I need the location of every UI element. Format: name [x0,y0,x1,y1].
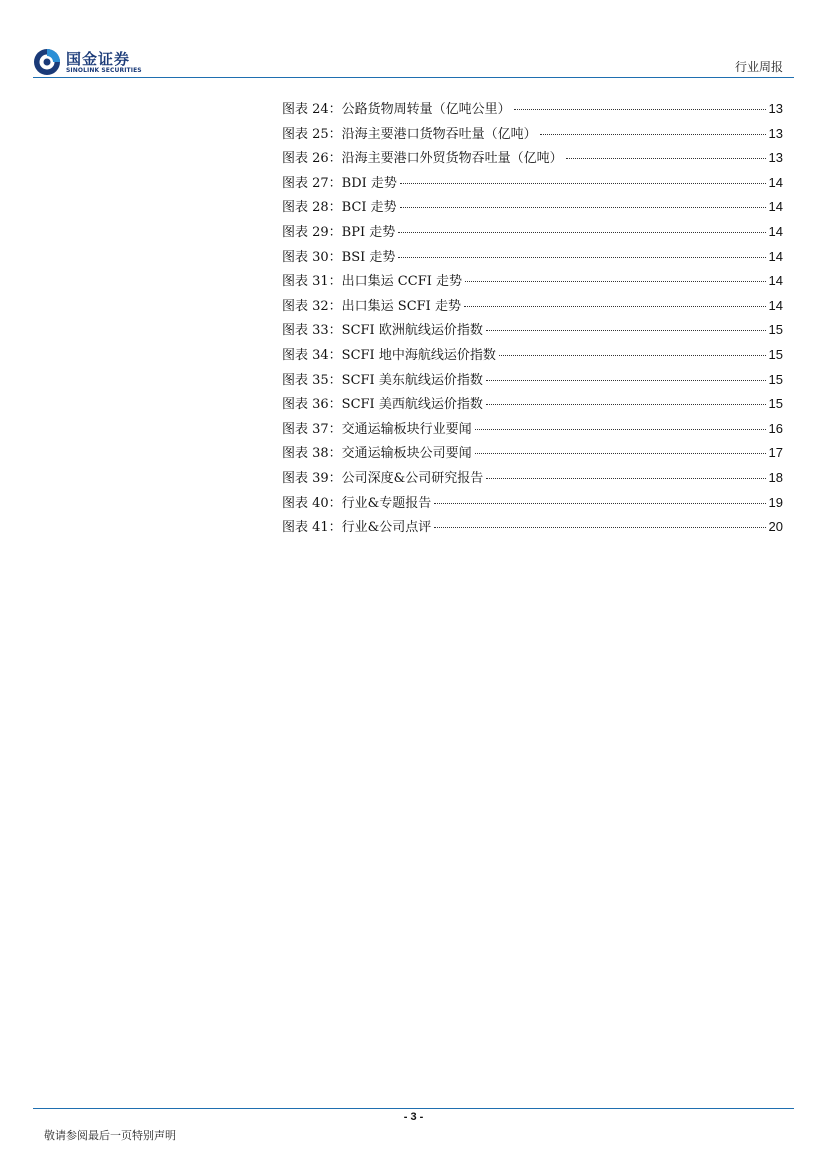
toc-entry[interactable] [282,246,783,271]
toc-entry-page: 16 [768,420,783,436]
toc-leader-dots [475,429,766,430]
toc-entry-page: 18 [768,469,783,485]
toc-entry-page: 13 [768,125,783,141]
toc-entry[interactable] [282,344,783,369]
toc-leader-dots [499,355,766,356]
toc-entry-page: 14 [768,248,783,264]
toc-leader-dots [400,207,766,208]
toc-entry[interactable] [282,369,783,394]
footer-divider [33,1108,794,1109]
toc-entry-label: 图表 27：BDI 走势 [282,175,397,191]
toc-entry-label: 图表 24：公路货物周转量（亿吨公里） [282,102,511,117]
toc-entry-page: 14 [768,199,783,215]
toc-entry-page: 20 [768,519,783,535]
toc-leader-dots [465,281,766,282]
toc-leader-dots [400,183,766,184]
toc-leader-dots [486,478,765,479]
toc-entry-label: 图表 30：BSI 走势 [282,249,396,265]
toc-entry-label: 图表 25：沿海主要港口货物吞吐量（亿吨） [282,126,537,142]
toc-entry-label: 图表 40：行业&专题报告 [282,495,432,511]
logo-text-en: SINOLINK SECURITIES [66,67,142,74]
footer-disclaimer: 敬请参阅最后一页特别声明 [44,1129,176,1142]
toc-entry[interactable] [282,319,783,344]
toc-leader-dots [486,380,766,381]
toc-entry-page: 14 [768,223,783,239]
toc-entry-page: 14 [768,174,783,190]
toc-leader-dots [566,158,766,159]
toc-leader-dots [486,404,766,405]
toc-leader-dots [434,503,765,504]
toc-entry-label: 图表 31：出口集运 CCFI 走势 [282,274,462,290]
toc-entry[interactable] [282,442,783,467]
toc-entry-label: 图表 28：BCI 走势 [282,200,397,216]
toc-entry-page: 17 [768,445,783,461]
toc-leader-dots [398,232,765,233]
toc-entry[interactable] [282,98,783,123]
toc-entry[interactable] [282,123,783,148]
toc-entry-page: 14 [768,273,783,289]
toc-entry-label: 图表 41：行业&公司点评 [282,520,432,536]
toc-entry-label: 图表 32：出口集运 SCFI 走势 [282,298,461,314]
toc-entry-label: 图表 37：交通运输板块行业要闻 [282,421,472,437]
toc-entry-page: 15 [768,371,783,387]
toc-entry[interactable] [282,147,783,172]
toc-entry-page: 19 [768,494,783,510]
company-logo [33,48,153,76]
toc-entry[interactable] [282,467,783,492]
toc-leader-dots [540,134,766,135]
toc-entry[interactable] [282,221,783,246]
toc-leader-dots [398,257,765,258]
toc-entry-page: 15 [768,396,783,412]
toc-entry[interactable] [282,492,783,517]
toc-leader-dots [434,527,765,528]
toc-leader-dots [475,453,766,454]
toc-entry-label: 图表 36：SCFI 美西航线运价指数 [282,397,483,413]
sinolink-logo-icon [33,48,61,76]
toc-leader-dots [514,109,766,110]
toc-entry[interactable] [282,270,783,295]
toc-leader-dots [486,330,766,331]
figure-list [282,98,783,541]
toc-entry-label: 图表 38：交通运输板块公司要闻 [282,446,472,462]
report-type-label: 行业周报 [734,60,783,74]
toc-entry[interactable] [282,196,783,221]
header-divider [33,77,794,78]
toc-entry-label: 图表 26：沿海主要港口外贸货物吞吐量（亿吨） [282,151,563,167]
toc-entry[interactable] [282,172,783,197]
toc-leader-dots [464,306,766,307]
toc-entry-page: 13 [768,101,783,116]
toc-entry-label: 图表 35：SCFI 美东航线运价指数 [282,372,483,388]
toc-entry-label: 图表 34：SCFI 地中海航线运价指数 [282,347,496,363]
toc-entry-page: 15 [768,322,783,338]
toc-entry[interactable] [282,516,783,541]
toc-entry-label: 图表 39：公司深度&公司研究报告 [282,470,484,486]
toc-entry-label: 图表 29：BPI 走势 [282,224,396,240]
logo-text-cn: 国金证券 [66,50,131,68]
toc-entry-label: 图表 33：SCFI 欧洲航线运价指数 [282,323,483,339]
page-number: - 3 - [403,1111,424,1123]
toc-entry-page: 15 [768,346,783,362]
toc-entry[interactable] [282,393,783,418]
toc-entry-page: 14 [768,297,783,313]
toc-entry[interactable] [282,418,783,443]
toc-entry[interactable] [282,295,783,320]
toc-entry-page: 13 [768,150,783,166]
